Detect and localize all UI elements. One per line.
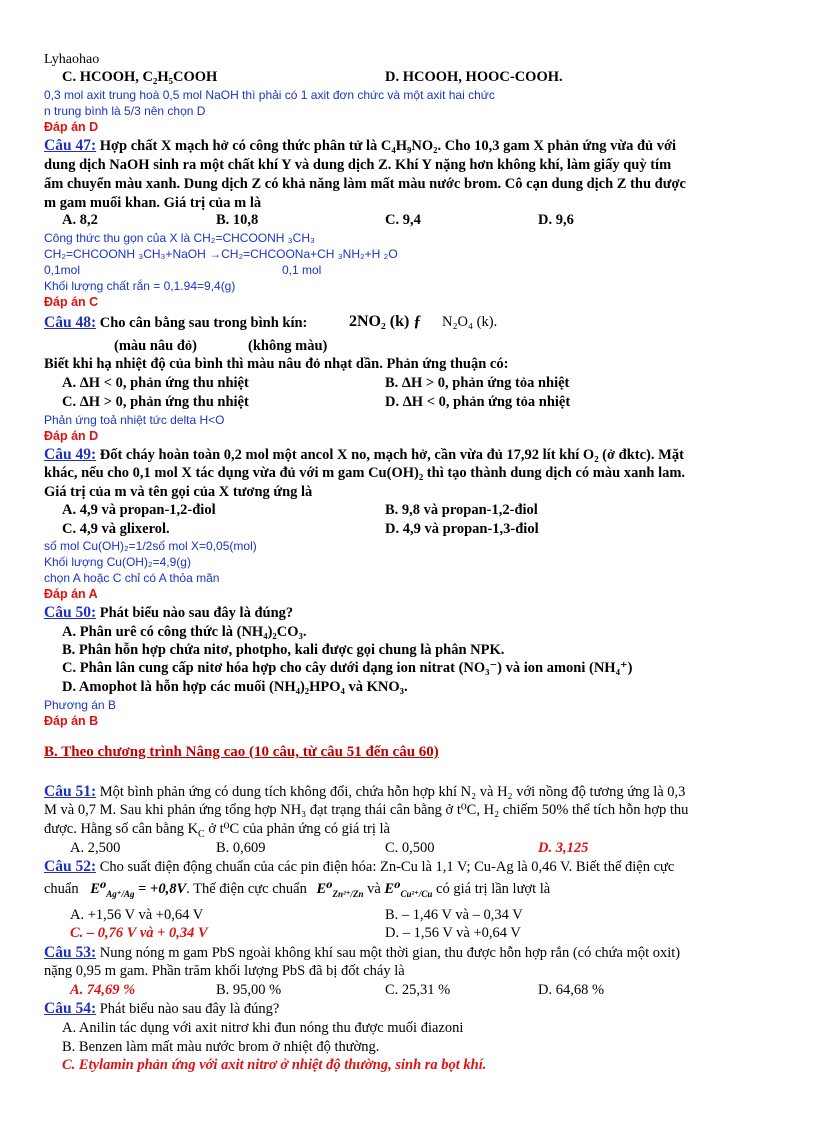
subscript: Ag⁺/Ag (106, 888, 135, 899)
option-a-correct: A. 74,69 % (70, 982, 136, 998)
question-text: Biết khi hạ nhiệt độ của bình thì màu nâu đỏ nhạt dần. Phản ứng thuận có: (44, 356, 509, 372)
question-49 (44, 445, 684, 465)
option-d: D. 64,68 % (538, 982, 605, 998)
question-text: Cho cân bằng sau trong bình kín: (99, 315, 308, 331)
question-52 (44, 857, 674, 877)
option-d: D. Amophot là hỗn hợp các muối (NH₄)₂HPO₄ và KNO₃. (62, 679, 408, 695)
question-51 (44, 782, 685, 802)
answer-text: Đáp án C (44, 295, 99, 309)
question-text: dung dịch NaOH sinh ra một chất khí Y và dung dịch Z. Khí Y nặng hơn không khí, làm giấy quỳ tím (44, 157, 672, 173)
note-text: Phản ứng toả nhiệt tức delta H<O (44, 413, 225, 427)
option-a: A. ΔH < 0, phản ứng thu nhiệt (62, 375, 249, 391)
value: = +0,8V (134, 881, 187, 897)
question-text: Một bình phản ứng có dung tích không đổi, chứa hỗn hợp khí N₂ và H₂ với nồng độ tương ứng là 0,3 (99, 784, 686, 800)
note-text: 0,1 mol (282, 263, 322, 277)
question-text: khác, nếu cho 0,1 mol X tác dụng vừa đủ với m gam Cu(OH)₂ thì tạo thành dung dịch có màu xanh lam. (44, 465, 686, 481)
question-text-part: được. Hằng số cân bằng K (44, 821, 199, 837)
question-text: m gam muối khan. Giá trị của m là (44, 195, 262, 211)
question-label: Câu 53: (44, 944, 97, 961)
question-text-part: có giá trị lần lượt là (436, 881, 551, 897)
question-label: Câu 48: (44, 314, 97, 331)
question-label: Câu 47: (44, 137, 97, 154)
question-text: Cho suất điện động chuẩn của các pin điện hóa: Zn-Cu là 1,1 V; Cu-Ag là 0,46 V. Biết thế điện cực (99, 859, 675, 875)
question-text: Hợp chất X mạch hở có công thức phân tử là C₄H₉NO₂. Cho 10,3 gam X phản ứng vừa đủ với (99, 138, 677, 154)
option-a: A. Anilin tác dụng với axit nitrơ khi đun nóng thu được muối điazoni (62, 1020, 464, 1036)
option-a: A. +1,56 V và +0,64 V (70, 907, 204, 923)
note-text: Phương án B (44, 698, 116, 712)
question-label: Câu 50: (44, 604, 97, 621)
option-c: C. 25,31 % (385, 982, 451, 998)
question-text-part: và (367, 881, 381, 897)
color-label: (màu nâu đỏ) (114, 338, 197, 354)
option-b: B. 10,8 (216, 212, 259, 228)
option-c: C. 4,9 và glixerol. (62, 521, 170, 537)
question-text-part: ở t⁰C của phản ứng có giá trị là (204, 821, 390, 837)
symbol: E⁰ (384, 881, 401, 897)
symbol: E⁰ (90, 881, 107, 897)
question-text: Nung nóng m gam PbS ngoài không khí sau một thời gian, thu được hỗn hợp rắn (có chứa một oxit) (99, 945, 681, 961)
answer-text: Đáp án A (44, 587, 98, 601)
subscript: Zn²⁺/Zn (332, 888, 364, 899)
option-d: D. – 1,56 V và +0,64 V (385, 925, 521, 941)
option-b: B. Phân hỗn hợp chứa nitơ, photpho, kali được gọi chung là phân NPK. (62, 642, 505, 658)
section-heading: B. Theo chương trình Nâng cao (10 câu, từ câu 51 đến câu 60) (44, 744, 439, 760)
option-b: B. ΔH > 0, phản ứng tỏa nhiệt (385, 375, 570, 391)
question-text (44, 880, 550, 904)
option-a: A. 8,2 (62, 212, 98, 228)
answer-text: Đáp án B (44, 714, 99, 728)
answer-text: Đáp án D (44, 429, 99, 443)
question-47 (44, 136, 676, 156)
option-c-correct: C. Etylamin phản ứng với axit nitrơ ở nhiệt độ thường, sinh ra bọt khí. (62, 1057, 487, 1073)
question-text-part: . Thế điện cực chuẩn (186, 881, 307, 897)
question-text: Phát biểu nào sau đây là đúng? (99, 605, 294, 621)
header-text: Lyhaohao (44, 52, 100, 67)
question-text: Giá trị của m và tên gọi của X tương ứng là (44, 484, 313, 500)
question-54 (44, 999, 279, 1019)
question-label: Câu 54: (44, 1000, 97, 1017)
question-text: M và 0,7 M. Sau khi phản ứng tổng hợp NH₃ đạt trạng thái cân bằng ở t⁰C, H₂ chiếm 50% thể tích hỗn hợp thu (44, 802, 689, 818)
question-text-part: chuẩn (44, 881, 79, 897)
color-label: (không màu) (248, 338, 328, 354)
option-b: B. – 1,46 V và – 0,34 V (385, 907, 523, 923)
option-d: D. ΔH < 0, phản ứng tỏa nhiệt (385, 394, 571, 410)
symbol: E⁰ (316, 881, 333, 897)
question-text: nặng 0,95 m gam. Phần trăm khối lượng PbS đã bị đốt cháy là (44, 963, 405, 979)
option-c: C. 9,4 (385, 212, 421, 228)
option-c-correct: C. – 0,76 V và + 0,34 V (70, 925, 208, 941)
note-text: 0,3 mol axit trung hoà 0,5 mol NaOH thì phải có 1 axit đơn chức và một axit hai chức (44, 88, 495, 102)
subscript: Cu²⁺/Cu (400, 888, 433, 899)
option-c: C. HCOOH, C₂H₅COOH (62, 69, 218, 85)
question-53 (44, 943, 680, 963)
note-text: CH₂=CHCOONH ₃CH₃+NaOH →CH₂=CHCOONa+CH ₃NH₂+H ₂O (44, 247, 398, 261)
note-text: Khối lượng chất rắn = 0,1.94=9,4(g) (44, 279, 236, 293)
note-text: số mol Cu(OH)₂=1/2số mol X=0,05(mol) (44, 539, 257, 553)
answer-text: Đáp án D (44, 120, 99, 134)
potential-ag (90, 881, 186, 897)
option-b: B. Benzen làm mất màu nước brom ở nhiệt độ thường. (62, 1039, 380, 1055)
option-b: B. 0,609 (216, 840, 266, 856)
option-c: C. 0,500 (385, 840, 435, 856)
note-text: Khối lượng Cu(OH)₂=4,9(g) (44, 555, 191, 569)
note-text: n trung bình là 5/3 nên chọn D (44, 104, 206, 118)
option-b: B. 9,8 và propan-1,2-điol (385, 502, 538, 518)
question-50 (44, 603, 293, 623)
note-text: 0,1mol (44, 263, 81, 277)
option-a: A. Phân urê có công thức là (NH₄)₂CO₃. (62, 624, 307, 640)
option-d: D. 4,9 và propan-1,3-điol (385, 521, 539, 537)
question-label: Câu 49: (44, 446, 97, 463)
note-text: Công thức thu gọn của X là CH₂=CHCOONH ₃CH₃ (44, 231, 315, 245)
option-c: C. ΔH > 0, phản ứng thu nhiệt (62, 394, 249, 410)
equation-right: N₂O₄ (k). (442, 314, 498, 330)
potential-zn (316, 881, 363, 897)
question-text: ẩm chuyển màu xanh. Dung dịch Z có khả năng làm mất màu nước brom. Cô cạn dung dịch Z thu được (44, 176, 686, 192)
option-d: D. HCOOH, HOOC-COOH. (385, 69, 563, 85)
option-b: B. 95,00 % (216, 982, 282, 998)
question-text: Đốt cháy hoàn toàn 0,2 mol một ancol X no, mạch hở, cần vừa đủ 17,92 lít khí O₂ (ở đktc). Mặt (99, 447, 684, 463)
question-text: Phát biểu nào sau đây là đúng? (99, 1001, 280, 1017)
option-c: C. Phân lân cung cấp nitơ hóa hợp cho cây dưới dạng ion nitrat (NO₃⁻) và ion amoni (NH₄⁺) (62, 660, 633, 676)
note-text: chọn A hoặc C chỉ có A thỏa mãn (44, 571, 220, 585)
question-48 (44, 313, 307, 333)
question-label: Câu 52: (44, 858, 97, 875)
option-a: A. 4,9 và propan-1,2-điol (62, 502, 216, 518)
option-d: D. 9,6 (538, 212, 574, 228)
question-label: Câu 51: (44, 783, 97, 800)
potential-cu (384, 881, 432, 897)
subscript: C (198, 828, 205, 840)
equation-left: 2NO₂ (k) ƒ (349, 313, 422, 330)
option-a: A. 2,500 (70, 840, 121, 856)
option-d-correct: D. 3,125 (538, 840, 589, 856)
